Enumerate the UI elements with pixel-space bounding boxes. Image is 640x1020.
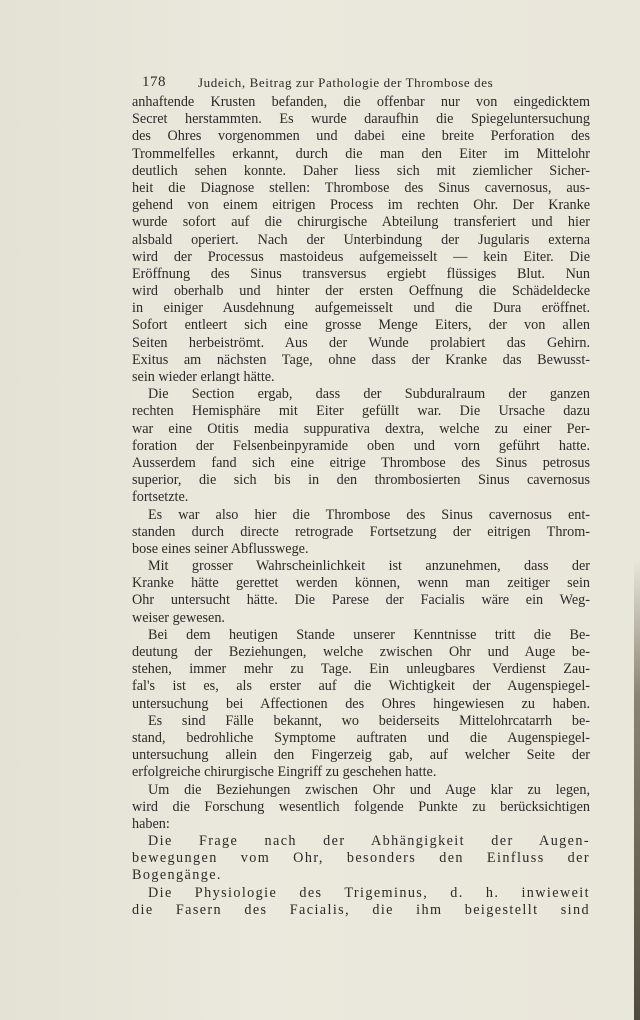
- text-line: standen durch directe retrograde Fortsetzung der eitrigen Throm-: [132, 523, 590, 540]
- text-line: superior, die sich bis in den thrombosierten Sinus cavernosus: [132, 472, 590, 489]
- page-number: 178: [142, 74, 166, 90]
- text-line: untersuchung allein den Fingerzeig gab, auf welcher Seite der: [132, 747, 590, 764]
- text-line: Trommelfelles erkannt, durch die man den Eiter im Mittelohr: [132, 145, 590, 162]
- body-text: [132, 94, 590, 919]
- text-line: die Fasern des Facialis, die ihm beigestellt sind: [132, 901, 590, 918]
- text-line: anhaftende Krusten befanden, die offenbar nur von eingedicktem: [132, 94, 590, 110]
- text-line: in einiger Ausdehnung aufgemeisselt und die Dura eröffnet.: [132, 300, 590, 317]
- text-line: des Ohres vorgenommen und dabei eine breite Perforation des: [132, 128, 590, 145]
- text-line: bewegungen vom Ohr, besonders den Einfluss der: [132, 850, 590, 867]
- text-line: Die Section ergab, dass der Subduralraum der ganzen: [148, 386, 590, 403]
- text-line: Ohr untersucht hätte. Die Parese der Facialis wäre ein Weg-: [132, 592, 590, 609]
- text-line: Es war also hier die Thrombose des Sinus cavernosus ent-: [148, 506, 590, 523]
- text-line: Bogengänge.: [132, 867, 222, 884]
- text-line: Mit grosser Wahrscheinlichkeit ist anzunehmen, dass der: [148, 558, 590, 575]
- text-line: Bei dem heutigen Stande unserer Kenntnisse tritt die Be-: [148, 626, 590, 643]
- text-line: foration der Felsenbeinpyramide oben und vorn geführt hatte.: [132, 437, 590, 454]
- text-line: Ausserdem fand sich eine eitrige Thrombose des Sinus petrosus: [132, 454, 590, 471]
- text-line: Seiten herbeiströmt. Aus der Wunde prolabiert das Gehirn.: [132, 334, 590, 351]
- text-line: Um die Beziehungen zwischen Ohr und Auge klar zu legen,: [148, 781, 590, 798]
- text-line: Secret herstammten. Es wurde daraufhin die Spiegeluntersuchung: [132, 111, 590, 128]
- page-edge-shadow: [634, 560, 640, 1020]
- text-line: deutung der Beziehungen, welche zwischen Ohr und Auge be-: [132, 644, 590, 660]
- text-line: war eine Otitis media suppurativa dextra, welche zu einer Per-: [132, 420, 590, 437]
- text-line: Eröffnung des Sinus transversus ergiebt flüssiges Blut. Nun: [132, 265, 590, 282]
- text-line: Die Frage nach der Abhängigkeit der Augen-: [148, 833, 590, 850]
- text-line: fal's ist es, als erster auf die Wichtigkeit der Augenspiegel-: [132, 678, 590, 695]
- text-line: deutlich sehen konnte. Daher liess sich mit ziemlicher Sicher-: [132, 162, 590, 179]
- text-line: wird der Processus mastoideus aufgemeisselt — kein Eiter. Die: [132, 248, 590, 265]
- text-line: bose eines seiner Abflusswege.: [132, 540, 309, 557]
- text-line: Die Physiologie des Trigeminus, d. h. inwieweit: [148, 884, 590, 901]
- text-line: rechten Hemisphäre mit Eiter gefüllt war. Die Ursache dazu: [132, 403, 590, 420]
- text-line: alsbald operiert. Nach der Unterbindung der Jugularis externa: [132, 231, 590, 248]
- text-line: stehen, immer mehr zu Tage. Ein unleugbares Verdienst Zau-: [132, 661, 590, 678]
- running-head: Judeich, Beitrag zur Pathologie der Thrombose des: [198, 75, 494, 90]
- text-line: sein wieder erlangt hätte.: [132, 369, 275, 385]
- page-header: [132, 70, 612, 92]
- text-line: Exitus am nächsten Tage, ohne dass der Kranke das Bewusst-: [132, 351, 590, 368]
- text-line: wird oberhalb und hinter der ersten Oeffnung die Schädeldecke: [132, 283, 590, 300]
- text-line: stand, bedrohliche Symptome auftraten und die Augenspiegel-: [132, 729, 590, 746]
- text-line: gehend von einem eitrigen Process im rechten Ohr. Der Kranke: [132, 197, 590, 214]
- text-line: Es sind Fälle bekannt, wo beiderseits Mittelohrcatarrh be-: [148, 712, 590, 729]
- text-line: Sofort entleert sich eine grosse Menge Eiters, der von allen: [132, 317, 590, 334]
- text-line: fortsetzte.: [132, 489, 189, 506]
- text-line: erfolgreiche chirurgische Eingriff zu geschehen hatte.: [132, 764, 437, 781]
- text-line: weiser gewesen.: [132, 609, 225, 626]
- text-line: Kranke hätte gerettet werden können, wenn man zeitiger sein: [132, 575, 590, 592]
- text-line: untersuchung bei Affectionen des Ohres hingewiesen zu haben.: [132, 695, 590, 712]
- text-line: wurde sofort auf die chirurgische Abteilung transferiert und hier: [132, 214, 590, 231]
- text-line: haben:: [132, 815, 170, 832]
- text-line: wird die Forschung wesentlich folgende Punkte zu berücksichtigen: [132, 798, 590, 815]
- text-line: heit die Diagnose stellen: Thrombose des Sinus cavernosus, aus-: [132, 179, 590, 196]
